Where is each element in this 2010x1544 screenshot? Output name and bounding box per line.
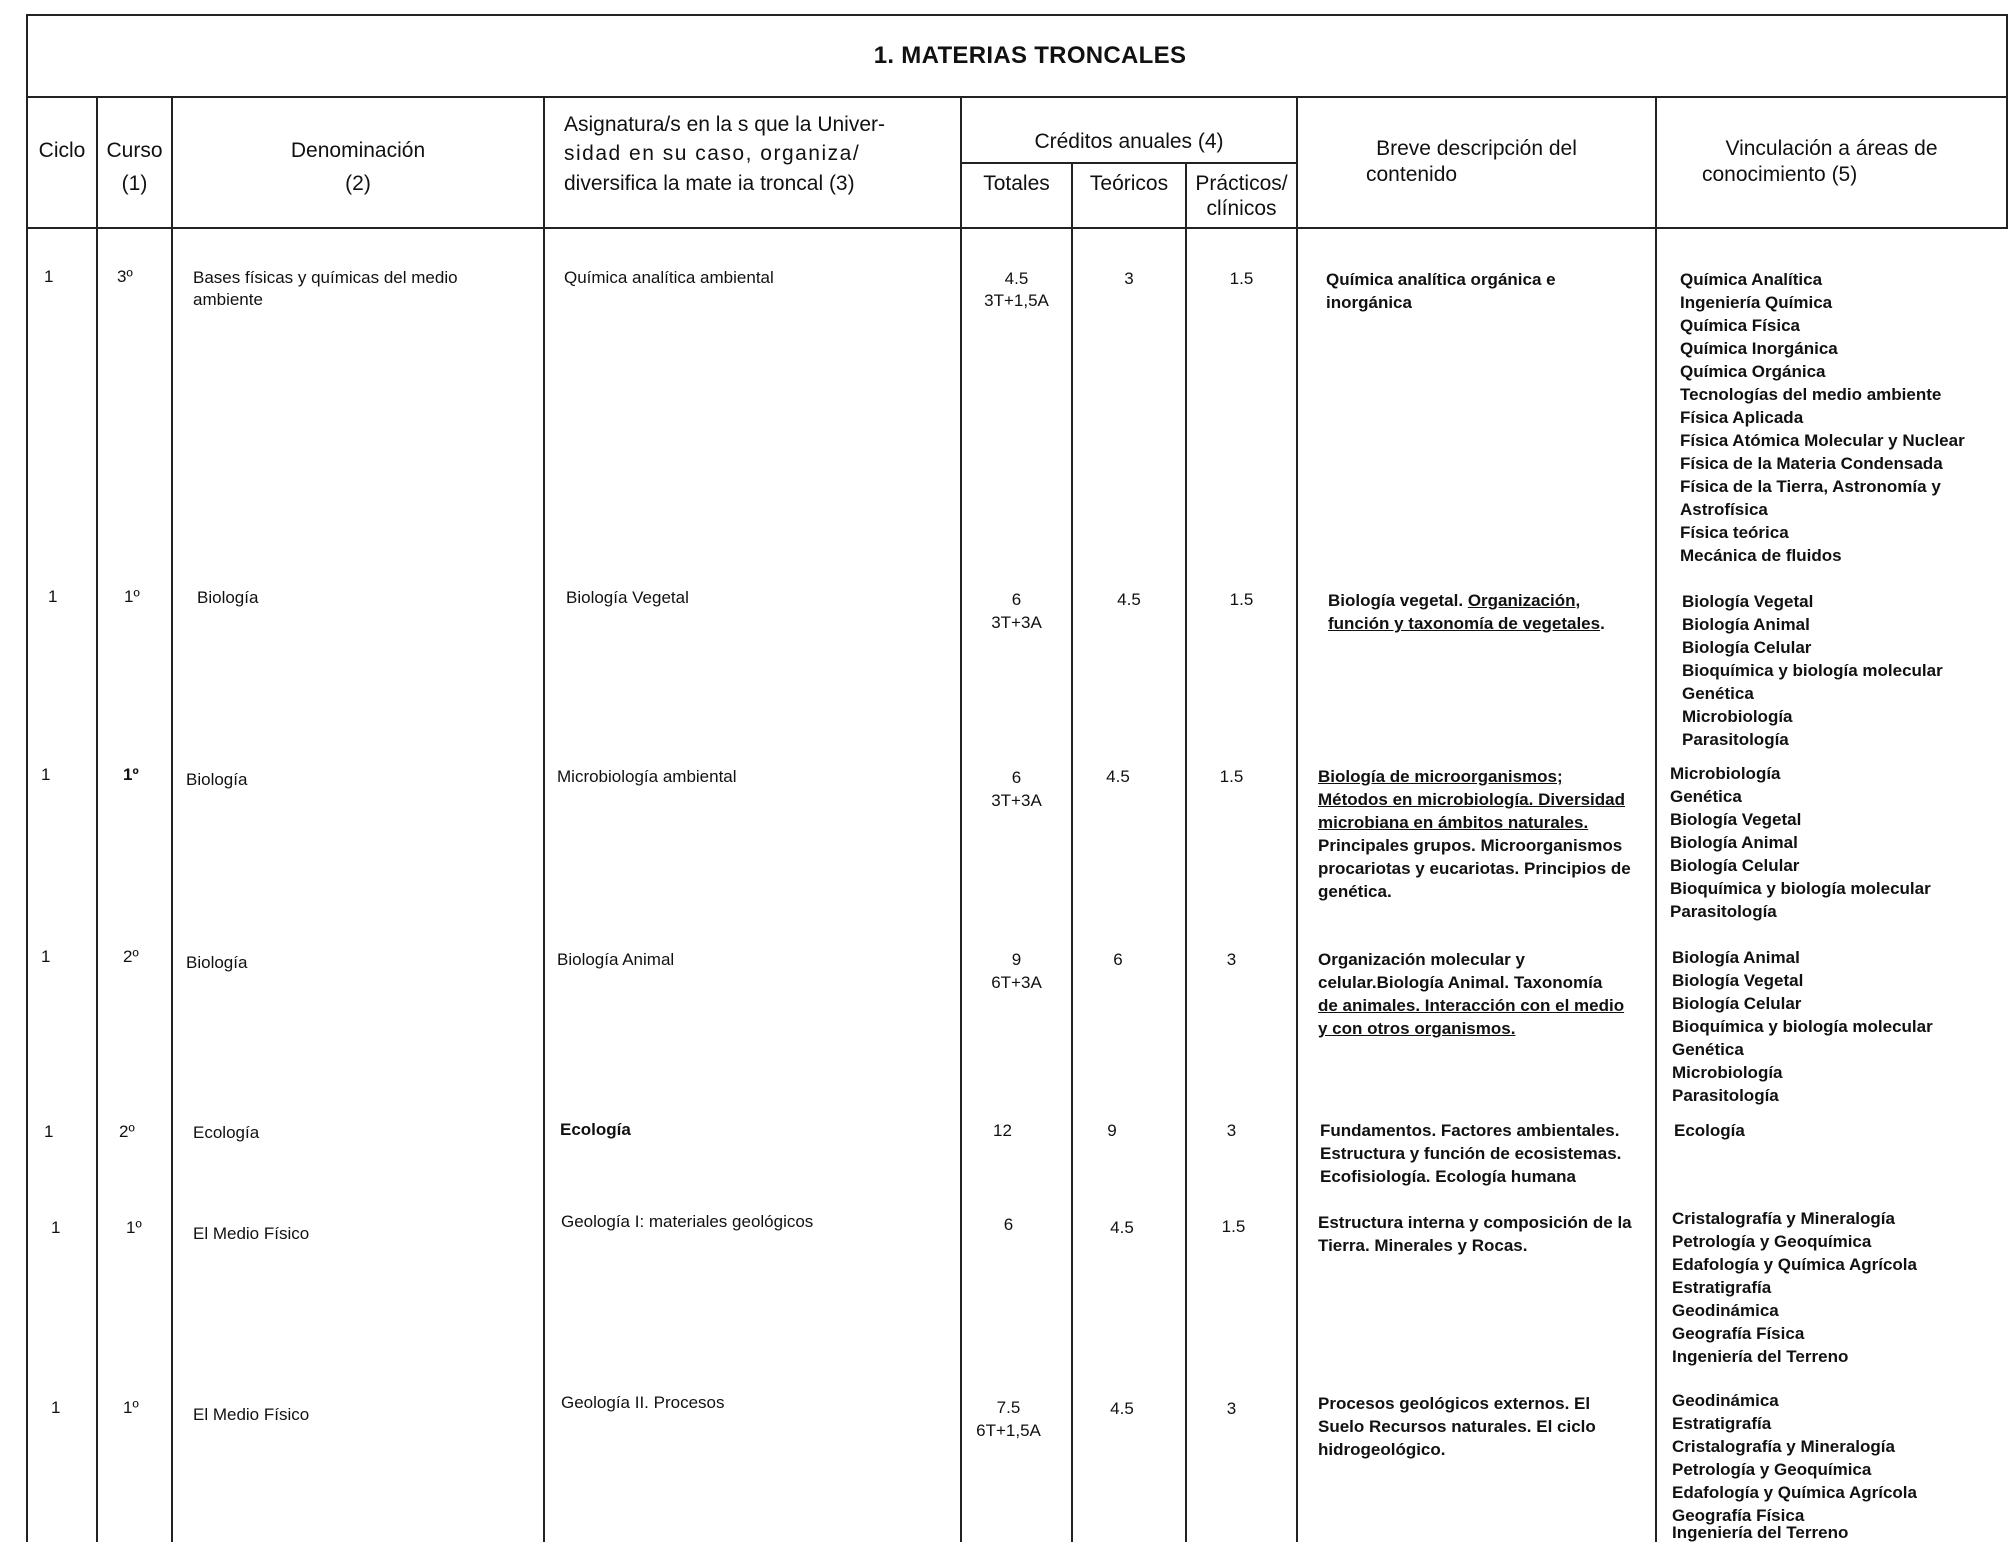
cell-totales: 9 [1011, 950, 1022, 969]
creditos-divider [960, 162, 1296, 164]
left-border [26, 14, 28, 1542]
header-vinculacion-line1: Vinculación a áreas de [1725, 137, 1938, 160]
desc-text: Métodos en microbiología. Diversidad [1318, 790, 1625, 809]
cell-curso: 3º [117, 267, 133, 286]
desc-text: y con otros organismos. [1318, 1019, 1516, 1038]
area-item: Biología Celular [1672, 994, 1802, 1013]
col-sep-denominacion [543, 96, 545, 1542]
header-asignatura-line2: sidad en su caso, organiza/ [564, 142, 861, 165]
cell-denominacion: Biología [186, 770, 248, 789]
area-item: Química Orgánica [1680, 362, 1826, 381]
col-sep-asignatura [960, 96, 962, 1542]
area-item: Biología Celular [1682, 638, 1812, 657]
cell-practicos: 3 [1226, 950, 1237, 969]
cell-totales-detail: 6T+3A [991, 973, 1042, 992]
cell-descripcion: Ecofisiología. Ecología humana [1320, 1167, 1576, 1186]
desc-text: función y taxonomía de vegetales [1328, 614, 1601, 633]
cell-totales-detail: 6T+1,5A [976, 1421, 1041, 1440]
cell-ciclo: 1 [41, 947, 51, 966]
cell-asignatura: Química analítica ambiental [564, 268, 774, 287]
area-item: Bioquímica y biología molecular [1672, 1017, 1933, 1036]
area-item: Ecología [1674, 1121, 1745, 1140]
cell-ciclo: 1 [48, 587, 58, 606]
cell-descripcion: Procesos geológicos externos. El [1318, 1394, 1591, 1413]
cell-asignatura: Microbiología ambiental [557, 767, 737, 786]
header-asignatura-line1: Asignatura/s en la s que la Univer- [564, 113, 885, 136]
area-item: Parasitología [1682, 730, 1789, 749]
desc-text: genética. [1318, 882, 1392, 901]
desc-text: Biología de microorganismos; [1318, 767, 1563, 786]
cell-ciclo: 1 [51, 1398, 61, 1417]
cell-descripcion [1318, 834, 1622, 857]
area-item: Física Aplicada [1680, 408, 1804, 427]
area-item: Química Inorgánica [1680, 339, 1838, 358]
area-item: Microbiología [1670, 764, 1781, 783]
cell-totales: 6 [1011, 768, 1022, 787]
cell-descripcion [1328, 589, 1580, 612]
cell-denominacion: Biología [186, 953, 248, 972]
area-item: Química Analítica [1680, 270, 1823, 289]
cell-curso: 1º [124, 587, 140, 606]
cell-practicos: 1.5 [1229, 269, 1254, 288]
cell-denominacion: El Medio Físico [193, 1405, 310, 1424]
cell-teoricos: 4.5 [1110, 1399, 1134, 1418]
cell-practicos: 1.5 [1229, 590, 1254, 609]
area-item: Edafología y Química Agrícola [1672, 1483, 1917, 1502]
cell-descripcion: inorgánica [1326, 293, 1412, 312]
cell-descripcion: Fundamentos. Factores ambientales. [1320, 1121, 1620, 1140]
area-item: Genética [1682, 684, 1754, 703]
area-item: Biología Vegetal [1682, 592, 1814, 611]
cell-descripcion [1318, 1017, 1515, 1040]
cell-totales: 6 [1011, 590, 1022, 609]
area-item: Cristalografía y Mineralogía [1672, 1437, 1895, 1456]
area-item: Física de la Tierra, Astronomía y [1680, 477, 1941, 496]
cell-descripcion: Suelo Recursos naturales. El ciclo [1318, 1417, 1596, 1436]
cell-totales: 6 [1003, 1215, 1014, 1234]
area-item: Petrología y Geoquímica [1672, 1232, 1872, 1251]
area-item: Geodinámica [1672, 1301, 1779, 1320]
area-item: Microbiología [1682, 707, 1793, 726]
area-item: Biología Celular [1670, 856, 1800, 875]
desc-text: celular.Biología Animal. Taxonomía [1318, 973, 1603, 992]
area-item: Parasitología [1670, 902, 1777, 921]
cell-asignatura: Ecología [560, 1120, 631, 1139]
area-item: Biología Animal [1672, 948, 1800, 967]
cell-denominacion: Ecología [193, 1123, 260, 1142]
cell-descripcion [1318, 880, 1392, 903]
desc-text: Principales grupos. Microorganismos [1318, 836, 1623, 855]
cell-asignatura: Geología II. Procesos [561, 1393, 725, 1412]
cell-denominacion: Bases físicas y químicas del medio [193, 268, 458, 287]
col-sep-curso [171, 96, 173, 1542]
header-totales: Totales [983, 172, 1050, 195]
area-item: Bioquímica y biología molecular [1670, 879, 1931, 898]
cell-curso: 1º [126, 1218, 142, 1237]
area-item: Física teórica [1680, 523, 1789, 542]
cell-totales: 7.5 [996, 1398, 1021, 1417]
cell-practicos: 3 [1226, 1121, 1237, 1140]
cell-descripcion [1318, 971, 1602, 994]
cell-curso: 2º [123, 947, 139, 966]
cell-curso: 1º [123, 765, 139, 784]
cell-curso: 1º [123, 1398, 139, 1417]
cell-denominacion: ambiente [193, 290, 263, 309]
area-item: Bioquímica y biología molecular [1682, 661, 1943, 680]
page-title: 1. MATERIAS TRONCALES [873, 42, 1187, 69]
cell-descripcion: Estructura interna y composición de la [1318, 1213, 1632, 1232]
cell-asignatura: Geología I: materiales geológicos [561, 1212, 814, 1231]
cell-ciclo: 1 [41, 765, 51, 784]
area-item: Geografía Física [1672, 1324, 1805, 1343]
area-item: Física de la Materia Condensada [1680, 454, 1943, 473]
area-item: Mecánica de fluidos [1680, 546, 1842, 565]
cell-descripcion [1318, 788, 1625, 811]
header-asignatura-line3: diversifica la mate ia troncal (3) [564, 172, 855, 195]
cell-descripcion: Tierra. Minerales y Rocas. [1318, 1236, 1528, 1255]
cell-practicos: 3 [1226, 1399, 1237, 1418]
header-denominacion: Denominación [290, 139, 426, 162]
cell-totales-detail: 3T+1,5A [984, 291, 1049, 310]
header-curso-note: (1) [121, 172, 148, 195]
cell-practicos: 1.5 [1219, 767, 1244, 786]
area-item: Geografía Física [1672, 1506, 1805, 1525]
col-sep-teoricos [1185, 162, 1187, 1542]
cell-descripcion: Estructura y función de ecosistemas. [1320, 1144, 1622, 1163]
cell-teoricos: 4.5 [1117, 590, 1141, 609]
desc-text: de animales. Interacción con el medio [1318, 996, 1625, 1015]
cell-descripcion: Química analítica orgánica e [1326, 270, 1556, 289]
col-sep-ciclo [96, 96, 98, 1542]
cell-teoricos: 4.5 [1110, 1218, 1134, 1237]
header-descripcion-line1: Breve descripción del [1376, 137, 1577, 160]
area-item: Tecnologías del medio ambiente [1680, 385, 1942, 404]
cell-descripcion [1328, 612, 1605, 635]
cell-descripcion [1318, 765, 1563, 788]
col-sep-totales [1071, 162, 1073, 1542]
area-item: Genética [1670, 787, 1742, 806]
desc-text: Organización, [1467, 591, 1581, 610]
cell-ciclo: 1 [44, 1122, 54, 1141]
header-practicos-line1: Prácticos/ [1195, 172, 1288, 195]
area-item: Ingeniería Química [1680, 293, 1833, 312]
area-item: Parasitología [1672, 1086, 1779, 1105]
area-item: Estratigrafía [1672, 1414, 1772, 1433]
cell-descripcion [1318, 948, 1525, 971]
cell-denominacion: El Medio Físico [193, 1224, 310, 1243]
cell-descripcion: hidrogeológico. [1318, 1440, 1446, 1459]
header-ciclo: Ciclo [38, 139, 86, 162]
col-sep-descripcion [1655, 96, 1657, 1542]
header-descripcion-line2: contenido [1366, 163, 1458, 186]
cell-curso: 2º [119, 1122, 135, 1141]
cell-asignatura: Biología Animal [557, 950, 675, 969]
area-item: Química Física [1680, 316, 1800, 335]
header-denominacion-note: (2) [345, 172, 371, 195]
area-item: Edafología y Química Agrícola [1672, 1255, 1917, 1274]
cell-totales-detail: 3T+3A [991, 791, 1042, 810]
cell-teoricos: 3 [1124, 269, 1134, 288]
desc-text: Biología vegetal. [1328, 591, 1468, 610]
cell-totales: 4.5 [1004, 269, 1029, 288]
cell-descripcion [1318, 811, 1588, 834]
desc-text: procariotas y eucariotas. Principios de [1318, 859, 1631, 878]
area-item: Biología Vegetal [1672, 971, 1804, 990]
header-teoricos: Teóricos [1089, 172, 1169, 195]
cell-descripcion [1318, 994, 1624, 1017]
cell-practicos: 1.5 [1221, 1217, 1246, 1236]
header-practicos-line2: clínicos [1206, 197, 1277, 220]
area-item: Microbiología [1672, 1063, 1783, 1082]
area-item: Geodinámica [1672, 1391, 1779, 1410]
cell-descripcion [1318, 857, 1631, 880]
area-item: Biología Vegetal [1670, 810, 1802, 829]
cell-denominacion: Biología [197, 588, 259, 607]
area-item: Cristalografía y Mineralogía [1672, 1209, 1895, 1228]
cell-ciclo: 1 [51, 1218, 61, 1237]
header-curso: Curso [106, 139, 163, 162]
area-item: Física Atómica Molecular y Nuclear [1680, 431, 1965, 450]
area-item: Ingeniería del Terreno [1672, 1347, 1849, 1366]
header-creditos: Créditos anuales (4) [1034, 130, 1224, 153]
area-item: Biología Animal [1682, 615, 1810, 634]
desc-text: . [1600, 614, 1605, 633]
title-divider [26, 96, 2008, 98]
header-bottom-border [26, 227, 2008, 229]
cell-teoricos: 6 [1113, 950, 1123, 969]
desc-text: Organización molecular y [1318, 950, 1525, 969]
area-item: Estratigrafía [1672, 1278, 1772, 1297]
top-border [26, 14, 2008, 16]
area-item: Petrología y Geoquímica [1672, 1460, 1872, 1479]
header-vinculacion-line2: conocimiento (5) [1702, 163, 1858, 186]
cell-teoricos: 4.5 [1106, 767, 1130, 786]
cell-teoricos: 9 [1107, 1121, 1117, 1140]
cell-asignatura: Biología Vegetal [566, 588, 689, 607]
cell-totales-detail: 3T+3A [991, 613, 1042, 632]
desc-text: microbiana en ámbitos naturales. [1318, 813, 1589, 832]
area-item: Astrofísica [1680, 500, 1768, 519]
cell-totales: 12 [993, 1121, 1012, 1140]
cell-ciclo: 1 [44, 267, 54, 286]
area-item: Ingeniería del Terreno [1672, 1523, 1849, 1542]
area-item: Genética [1672, 1040, 1744, 1059]
col-sep-practicos [1296, 96, 1298, 1542]
area-item: Biología Animal [1670, 833, 1798, 852]
